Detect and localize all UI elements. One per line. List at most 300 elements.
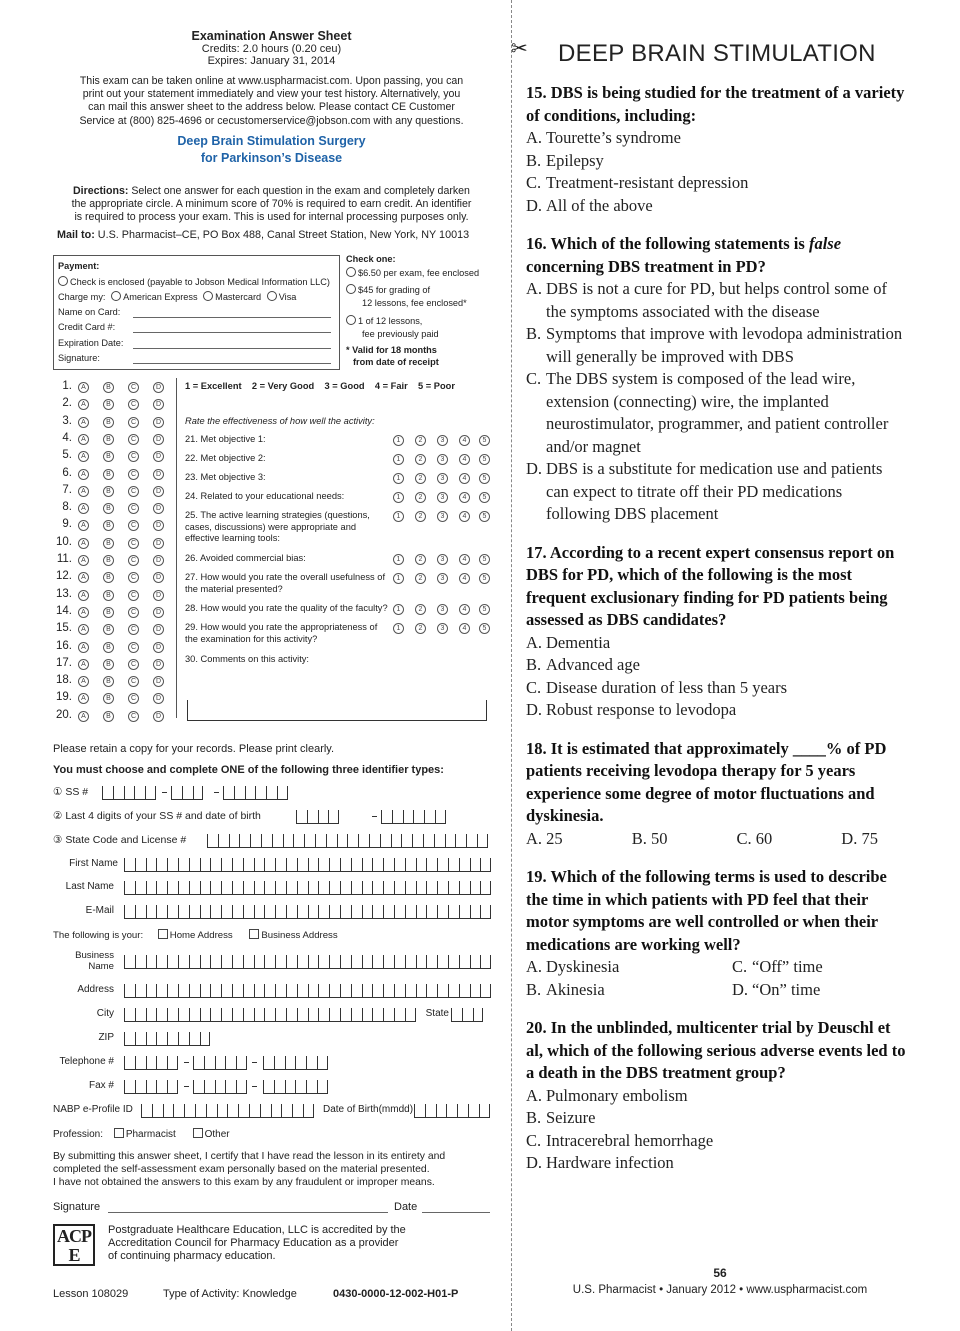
last4-field[interactable] (296, 810, 339, 824)
answer-bubble[interactable]: C (128, 711, 139, 722)
city-field[interactable] (451, 1008, 483, 1022)
char-cell[interactable] (426, 858, 437, 871)
char-cell[interactable] (437, 955, 448, 968)
char-cell[interactable] (124, 905, 135, 918)
answer-bubble[interactable]: A (78, 572, 89, 583)
answer-bubble[interactable]: B (103, 399, 114, 410)
char-cell[interactable] (351, 905, 362, 918)
char-cell[interactable] (457, 1104, 468, 1117)
char-cell[interactable] (466, 834, 477, 847)
rating-bubble[interactable]: 5 (479, 623, 490, 634)
char-cell[interactable] (221, 955, 232, 968)
amex-radio[interactable] (111, 291, 121, 301)
char-cell[interactable] (204, 1080, 215, 1093)
char-cell[interactable] (448, 984, 459, 997)
char-cell[interactable] (329, 858, 340, 871)
char-cell[interactable] (124, 1008, 135, 1021)
answer-bubble[interactable]: D (153, 538, 164, 549)
answer-bubble[interactable]: C (128, 642, 139, 653)
char-cell[interactable] (286, 955, 297, 968)
rating-bubble[interactable]: 1 (393, 492, 404, 503)
char-cell[interactable] (146, 984, 157, 997)
answer-bubble[interactable]: D (153, 486, 164, 497)
char-cell[interactable] (135, 1008, 146, 1021)
answer-bubble[interactable]: C (128, 624, 139, 635)
char-cell[interactable] (124, 1032, 135, 1045)
answer-bubble[interactable]: C (128, 486, 139, 497)
char-cell[interactable] (295, 1056, 306, 1069)
char-cell[interactable] (193, 786, 204, 799)
char-cell[interactable] (413, 810, 424, 823)
char-cell[interactable] (254, 984, 265, 997)
char-cell[interactable] (283, 834, 294, 847)
rating-bubble[interactable]: 4 (459, 604, 470, 615)
char-cell[interactable] (403, 810, 414, 823)
char-cell[interactable] (372, 881, 383, 894)
char-cell[interactable] (308, 1008, 319, 1021)
signature-line[interactable] (108, 1212, 388, 1213)
char-cell[interactable] (286, 984, 297, 997)
char-cell[interactable] (167, 881, 178, 894)
rating-bubble[interactable]: 1 (393, 473, 404, 484)
char-cell[interactable] (182, 786, 193, 799)
char-cell[interactable] (275, 984, 286, 997)
ss-field[interactable] (171, 786, 203, 800)
char-cell[interactable] (221, 905, 232, 918)
char-cell[interactable] (480, 905, 491, 918)
char-cell[interactable] (227, 1104, 238, 1117)
char-cell[interactable] (221, 984, 232, 997)
char-cell[interactable] (156, 905, 167, 918)
char-cell[interactable] (306, 1056, 317, 1069)
char-cell[interactable] (189, 858, 200, 871)
char-cell[interactable] (135, 1032, 146, 1045)
char-cell[interactable] (156, 1056, 167, 1069)
char-cell[interactable] (480, 881, 491, 894)
char-cell[interactable] (135, 984, 146, 997)
char-cell[interactable] (275, 905, 286, 918)
answer-bubble[interactable]: A (78, 469, 89, 480)
char-cell[interactable] (271, 1104, 282, 1117)
char-cell[interactable] (405, 858, 416, 871)
char-cell[interactable] (405, 1008, 416, 1021)
char-cell[interactable] (245, 786, 256, 799)
rating-bubble[interactable]: 3 (437, 511, 448, 522)
radio-circle[interactable] (346, 267, 356, 277)
business-name-field[interactable] (124, 955, 491, 969)
answer-bubble[interactable]: A (78, 711, 89, 722)
char-cell[interactable] (178, 984, 189, 997)
answer-bubble[interactable]: C (128, 503, 139, 514)
char-cell[interactable] (394, 955, 405, 968)
answer-bubble[interactable]: A (78, 486, 89, 497)
answer-bubble[interactable]: C (128, 659, 139, 670)
rating-bubble[interactable]: 3 (437, 554, 448, 565)
char-cell[interactable] (391, 834, 402, 847)
answer-bubble[interactable]: A (78, 555, 89, 566)
answer-bubble[interactable]: A (78, 607, 89, 618)
last4-field[interactable] (381, 810, 446, 824)
state-license-field[interactable] (207, 834, 488, 848)
char-cell[interactable] (315, 834, 326, 847)
rating-bubble[interactable]: 1 (393, 511, 404, 522)
answer-bubble[interactable]: C (128, 382, 139, 393)
radio-circle[interactable] (346, 284, 356, 294)
char-cell[interactable] (232, 984, 243, 997)
answer-bubble[interactable]: A (78, 417, 89, 428)
char-cell[interactable] (462, 1008, 473, 1021)
char-cell[interactable] (225, 1056, 236, 1069)
char-cell[interactable] (189, 905, 200, 918)
char-cell[interactable] (372, 984, 383, 997)
char-cell[interactable] (229, 834, 240, 847)
answer-bubble[interactable]: D (153, 382, 164, 393)
email-field[interactable] (124, 905, 491, 919)
char-cell[interactable] (124, 984, 135, 997)
char-cell[interactable] (239, 834, 250, 847)
rating-bubble[interactable]: 3 (437, 604, 448, 615)
char-cell[interactable] (317, 1080, 328, 1093)
char-cell[interactable] (178, 955, 189, 968)
char-cell[interactable] (189, 1032, 200, 1045)
rating-bubble[interactable]: 5 (479, 473, 490, 484)
char-cell[interactable] (277, 786, 288, 799)
char-cell[interactable] (372, 905, 383, 918)
zip-field[interactable] (124, 1032, 210, 1046)
char-cell[interactable] (286, 1008, 297, 1021)
char-cell[interactable] (446, 1104, 457, 1117)
char-cell[interactable] (254, 1008, 265, 1021)
char-cell[interactable] (124, 955, 135, 968)
char-cell[interactable] (445, 834, 456, 847)
rating-bubble[interactable]: 2 (415, 573, 426, 584)
answer-bubble[interactable]: A (78, 624, 89, 635)
rating-bubble[interactable]: 1 (393, 604, 404, 615)
char-cell[interactable] (329, 1008, 340, 1021)
fee-option-1[interactable] (346, 267, 479, 278)
char-cell[interactable] (383, 1008, 394, 1021)
rating-bubble[interactable]: 2 (415, 623, 426, 634)
char-cell[interactable] (295, 1080, 306, 1093)
char-cell[interactable] (451, 1008, 462, 1021)
answer-bubble[interactable]: C (128, 555, 139, 566)
fee-option-2[interactable] (346, 284, 430, 295)
char-cell[interactable] (171, 786, 182, 799)
answer-bubble[interactable]: A (78, 693, 89, 704)
char-cell[interactable] (254, 858, 265, 871)
answer-bubble[interactable]: D (153, 451, 164, 462)
char-cell[interactable] (296, 810, 307, 823)
char-cell[interactable] (394, 905, 405, 918)
char-cell[interactable] (293, 834, 304, 847)
answer-bubble[interactable]: B (103, 572, 114, 583)
char-cell[interactable] (260, 1104, 271, 1117)
rating-bubble[interactable]: 2 (415, 554, 426, 565)
char-cell[interactable] (146, 1056, 157, 1069)
char-cell[interactable] (405, 881, 416, 894)
answer-bubble[interactable]: D (153, 434, 164, 445)
char-cell[interactable] (210, 905, 221, 918)
char-cell[interactable] (156, 1008, 167, 1021)
answer-bubble[interactable]: D (153, 659, 164, 670)
char-cell[interactable] (425, 1104, 436, 1117)
rating-bubble[interactable]: 2 (415, 604, 426, 615)
name-on-card-field[interactable] (133, 317, 331, 318)
char-cell[interactable] (297, 858, 308, 871)
rating-bubble[interactable]: 2 (415, 511, 426, 522)
visa-radio[interactable] (267, 291, 277, 301)
answer-bubble[interactable]: C (128, 399, 139, 410)
char-cell[interactable] (297, 955, 308, 968)
mastercard-radio[interactable] (203, 291, 213, 301)
char-cell[interactable] (448, 905, 459, 918)
char-cell[interactable] (318, 1008, 329, 1021)
char-cell[interactable] (337, 834, 348, 847)
radio-circle[interactable] (346, 315, 356, 325)
char-cell[interactable] (193, 1056, 204, 1069)
char-cell[interactable] (362, 905, 373, 918)
char-cell[interactable] (426, 984, 437, 997)
answer-bubble[interactable]: C (128, 469, 139, 480)
char-cell[interactable] (200, 905, 211, 918)
rating-bubble[interactable]: 5 (479, 492, 490, 503)
char-cell[interactable] (200, 881, 211, 894)
rating-bubble[interactable]: 3 (437, 435, 448, 446)
char-cell[interactable] (394, 858, 405, 871)
rating-bubble[interactable]: 3 (437, 492, 448, 503)
answer-bubble[interactable]: B (103, 676, 114, 687)
char-cell[interactable] (401, 834, 412, 847)
char-cell[interactable] (351, 984, 362, 997)
char-cell[interactable] (189, 955, 200, 968)
char-cell[interactable] (195, 1104, 206, 1117)
answer-bubble[interactable]: D (153, 676, 164, 687)
char-cell[interactable] (470, 858, 481, 871)
nabp-field[interactable] (141, 1104, 314, 1118)
answer-bubble[interactable]: B (103, 382, 114, 393)
char-cell[interactable] (113, 786, 124, 799)
char-cell[interactable] (306, 1080, 317, 1093)
answer-bubble[interactable]: D (153, 503, 164, 514)
char-cell[interactable] (372, 858, 383, 871)
char-cell[interactable] (351, 858, 362, 871)
char-cell[interactable] (210, 858, 221, 871)
char-cell[interactable] (146, 1080, 157, 1093)
char-cell[interactable] (308, 955, 319, 968)
char-cell[interactable] (167, 1032, 178, 1045)
char-cell[interactable] (178, 1008, 189, 1021)
char-cell[interactable] (263, 1056, 274, 1069)
char-cell[interactable] (124, 881, 135, 894)
char-cell[interactable] (394, 984, 405, 997)
answer-bubble[interactable]: A (78, 642, 89, 653)
comments-field[interactable] (187, 700, 487, 721)
char-cell[interactable] (200, 858, 211, 871)
rating-bubble[interactable]: 4 (459, 435, 470, 446)
char-cell[interactable] (200, 1032, 211, 1045)
char-cell[interactable] (362, 1008, 373, 1021)
char-cell[interactable] (236, 1080, 247, 1093)
business-address-checkbox[interactable] (249, 929, 259, 939)
char-cell[interactable] (200, 984, 211, 997)
answer-bubble[interactable]: A (78, 520, 89, 531)
char-cell[interactable] (135, 955, 146, 968)
char-cell[interactable] (480, 984, 491, 997)
char-cell[interactable] (243, 955, 254, 968)
char-cell[interactable] (152, 1104, 163, 1117)
char-cell[interactable] (250, 834, 261, 847)
answer-bubble[interactable]: D (153, 607, 164, 618)
char-cell[interactable] (124, 858, 135, 871)
rating-bubble[interactable]: 1 (393, 573, 404, 584)
char-cell[interactable] (217, 1104, 228, 1117)
char-cell[interactable] (263, 1080, 274, 1093)
char-cell[interactable] (326, 834, 337, 847)
rating-bubble[interactable]: 5 (479, 454, 490, 465)
other-checkbox[interactable] (193, 1128, 203, 1138)
char-cell[interactable] (146, 905, 157, 918)
pharmacist-checkbox[interactable] (114, 1128, 124, 1138)
answer-bubble[interactable]: A (78, 659, 89, 670)
answer-bubble[interactable]: B (103, 503, 114, 514)
answer-bubble[interactable]: C (128, 417, 139, 428)
rating-bubble[interactable]: 1 (393, 623, 404, 634)
answer-bubble[interactable]: C (128, 538, 139, 549)
char-cell[interactable] (264, 905, 275, 918)
char-cell[interactable] (380, 834, 391, 847)
char-cell[interactable] (436, 1104, 447, 1117)
answer-bubble[interactable]: A (78, 451, 89, 462)
char-cell[interactable] (381, 810, 392, 823)
ss-field[interactable] (102, 786, 156, 800)
char-cell[interactable] (189, 1008, 200, 1021)
char-cell[interactable] (204, 1056, 215, 1069)
answer-bubble[interactable]: B (103, 693, 114, 704)
char-cell[interactable] (135, 1080, 146, 1093)
char-cell[interactable] (426, 955, 437, 968)
signature-field[interactable] (133, 363, 331, 364)
char-cell[interactable] (459, 955, 470, 968)
char-cell[interactable] (274, 1056, 285, 1069)
char-cell[interactable] (383, 858, 394, 871)
char-cell[interactable] (135, 858, 146, 871)
answer-bubble[interactable]: D (153, 590, 164, 601)
char-cell[interactable] (141, 1104, 152, 1117)
expiration-field[interactable] (133, 348, 331, 349)
char-cell[interactable] (470, 955, 481, 968)
char-cell[interactable] (275, 881, 286, 894)
answer-bubble[interactable]: C (128, 676, 139, 687)
char-cell[interactable] (470, 881, 481, 894)
rating-bubble[interactable]: 3 (437, 623, 448, 634)
char-cell[interactable] (434, 834, 445, 847)
char-cell[interactable] (215, 1056, 226, 1069)
char-cell[interactable] (394, 1008, 405, 1021)
char-cell[interactable] (232, 1008, 243, 1021)
char-cell[interactable] (448, 955, 459, 968)
answer-bubble[interactable]: B (103, 434, 114, 445)
date-line[interactable] (422, 1212, 490, 1213)
char-cell[interactable] (318, 905, 329, 918)
char-cell[interactable] (470, 905, 481, 918)
char-cell[interactable] (426, 881, 437, 894)
char-cell[interactable] (416, 984, 427, 997)
char-cell[interactable] (264, 955, 275, 968)
char-cell[interactable] (479, 1104, 490, 1117)
char-cell[interactable] (412, 834, 423, 847)
char-cell[interactable] (221, 881, 232, 894)
char-cell[interactable] (167, 1056, 178, 1069)
answer-bubble[interactable]: D (153, 711, 164, 722)
rating-bubble[interactable]: 1 (393, 554, 404, 565)
char-cell[interactable] (459, 881, 470, 894)
answer-bubble[interactable]: C (128, 607, 139, 618)
char-cell[interactable] (266, 786, 277, 799)
char-cell[interactable] (297, 881, 308, 894)
char-cell[interactable] (286, 881, 297, 894)
char-cell[interactable] (435, 810, 446, 823)
answer-bubble[interactable]: C (128, 693, 139, 704)
char-cell[interactable] (292, 1104, 303, 1117)
char-cell[interactable] (264, 881, 275, 894)
char-cell[interactable] (416, 858, 427, 871)
char-cell[interactable] (416, 905, 427, 918)
char-cell[interactable] (297, 984, 308, 997)
char-cell[interactable] (135, 1056, 146, 1069)
char-cell[interactable] (264, 984, 275, 997)
char-cell[interactable] (134, 786, 145, 799)
char-cell[interactable] (285, 1056, 296, 1069)
answer-bubble[interactable]: D (153, 520, 164, 531)
telephone-field[interactable] (124, 1056, 178, 1070)
answer-bubble[interactable]: A (78, 590, 89, 601)
char-cell[interactable] (207, 834, 218, 847)
char-cell[interactable] (383, 881, 394, 894)
answer-bubble[interactable]: D (153, 693, 164, 704)
char-cell[interactable] (156, 881, 167, 894)
answer-bubble[interactable]: A (78, 676, 89, 687)
char-cell[interactable] (351, 881, 362, 894)
rating-bubble[interactable]: 5 (479, 435, 490, 446)
answer-bubble[interactable]: C (128, 590, 139, 601)
fax-field[interactable] (124, 1080, 178, 1094)
char-cell[interactable] (243, 858, 254, 871)
char-cell[interactable] (146, 881, 157, 894)
answer-bubble[interactable]: B (103, 451, 114, 462)
char-cell[interactable] (362, 984, 373, 997)
char-cell[interactable] (254, 881, 265, 894)
char-cell[interactable] (210, 1008, 221, 1021)
char-cell[interactable] (254, 955, 265, 968)
char-cell[interactable] (362, 881, 373, 894)
char-cell[interactable] (340, 858, 351, 871)
answer-bubble[interactable]: C (128, 451, 139, 462)
char-cell[interactable] (351, 955, 362, 968)
city-field[interactable] (124, 1008, 416, 1022)
char-cell[interactable] (318, 810, 329, 823)
char-cell[interactable] (392, 810, 403, 823)
char-cell[interactable] (448, 881, 459, 894)
char-cell[interactable] (261, 834, 272, 847)
rating-bubble[interactable]: 3 (437, 454, 448, 465)
char-cell[interactable] (232, 881, 243, 894)
char-cell[interactable] (184, 1104, 195, 1117)
char-cell[interactable] (423, 834, 434, 847)
rating-bubble[interactable]: 3 (437, 473, 448, 484)
char-cell[interactable] (178, 1032, 189, 1045)
char-cell[interactable] (124, 1080, 135, 1093)
first-name-field[interactable] (124, 858, 491, 872)
